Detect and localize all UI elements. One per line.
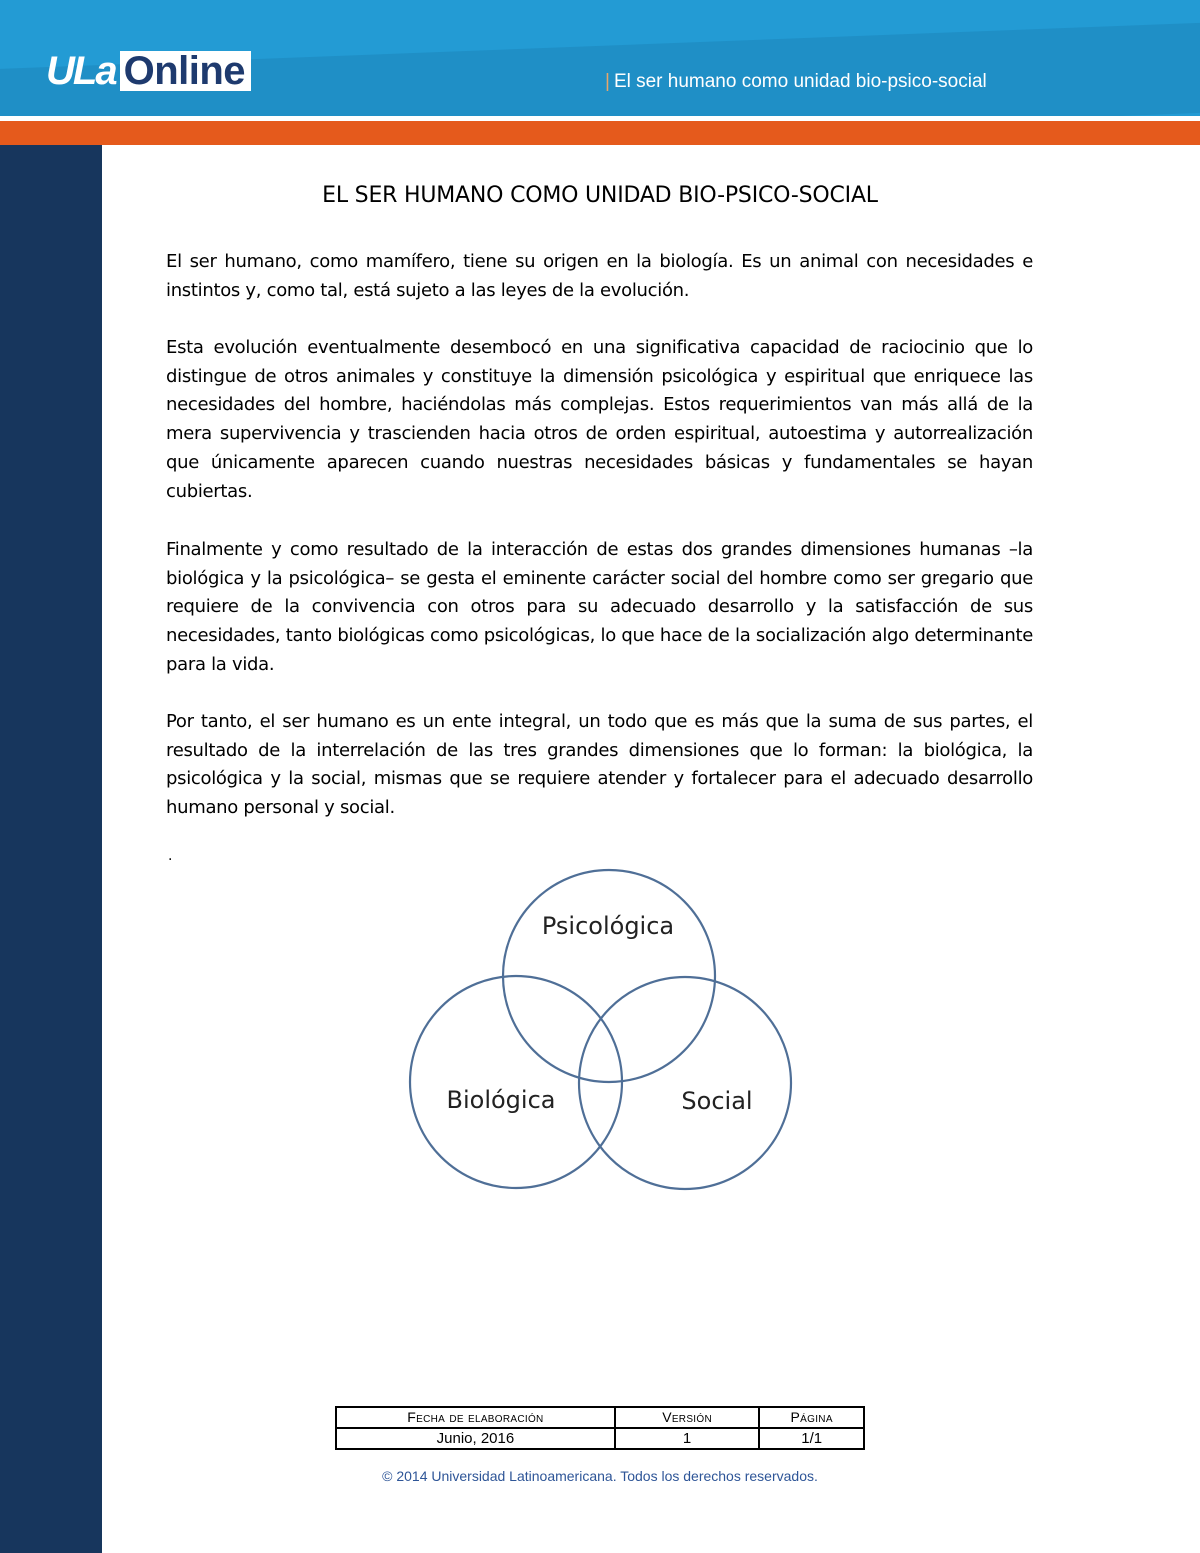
paragraph-1: El ser humano, como mamífero, tiene su origen en la biología. Es un animal con necesidades e instintos y, como tal, está sujeto a las leyes de la evolución.: [166, 251, 1033, 301]
header-version: Versión: [615, 1407, 759, 1428]
header-pagina: Página: [759, 1407, 864, 1428]
header-title: [605, 70, 987, 94]
orange-accent-bar: [0, 121, 1200, 145]
value-version: 1: [615, 1428, 759, 1449]
header-fecha: Fecha de elaboración: [336, 1407, 615, 1428]
paragraph-4: Por tanto, el ser humano es un ente integral, un todo que es más que la suma de sus partes, el resultado de la interrelación de las tres grandes dimensiones que lo forman: la biológica, la psicológica y la social, mismas que se requiere atender y fortalecer para el adecuado desarrollo humano personal y social.: [166, 711, 1033, 819]
header-title-text: El ser humano como unidad bio-psico-social: [613, 71, 987, 92]
meta-table-value-row: [336, 1428, 864, 1449]
paragraph-3: Finalmente y como resultado de la interacción de estas dos grandes dimensiones humanas –la biológica y la psicológica– se gesta el eminente carácter social del hombre como ser gregario que requiere de la convivencia con otros para su adecuado desarrollo y la satisfacción de sus necesidades, tanto biológicas como psicológicas, lo que hace de la socialización algo determinante para la vida.: [166, 539, 1033, 675]
left-sidebar-band: [0, 145, 102, 1553]
label-social: Social: [681, 1087, 753, 1115]
logo-online-text: Online: [120, 51, 251, 91]
ula-online-logo: [46, 50, 251, 92]
value-pagina: 1/1: [759, 1428, 864, 1449]
venn-diagram: [400, 862, 800, 1202]
value-fecha: Junio, 2016: [336, 1428, 615, 1449]
document-meta-table: [335, 1406, 865, 1450]
copyright-notice: © 2014 Universidad Latinoamericana. Todos los derechos reservados.: [382, 1468, 818, 1484]
meta-table-header-row: [336, 1407, 864, 1428]
logo-ula-text: ULa: [46, 49, 116, 93]
circle-biologica: [410, 976, 622, 1188]
header-separator: |: [605, 71, 610, 92]
label-biologica: Biológica: [446, 1086, 556, 1114]
stray-dot: .: [168, 848, 173, 864]
paragraph-2: Esta evolución eventualmente desembocó en una significativa capacidad de raciocinio que lo distingue de otros animales y constituye la dimensión psicológica y espiritual que enriquece las necesidades del hombre, haciéndolas más complejas. Estos requerimientos van más allá de la mera supervivencia y trascienden hacia otros de orden espiritual, autoestima y autorrealización que únicamente aparecen cuando nuestras necesidades básicas y fundamentales se hayan cubiertas.: [166, 337, 1033, 502]
label-psicologica: Psicológica: [541, 912, 675, 940]
document-title: EL SER HUMANO COMO UNIDAD BIO-PSICO-SOCIAL: [322, 183, 878, 208]
page-header: [0, 0, 1200, 116]
